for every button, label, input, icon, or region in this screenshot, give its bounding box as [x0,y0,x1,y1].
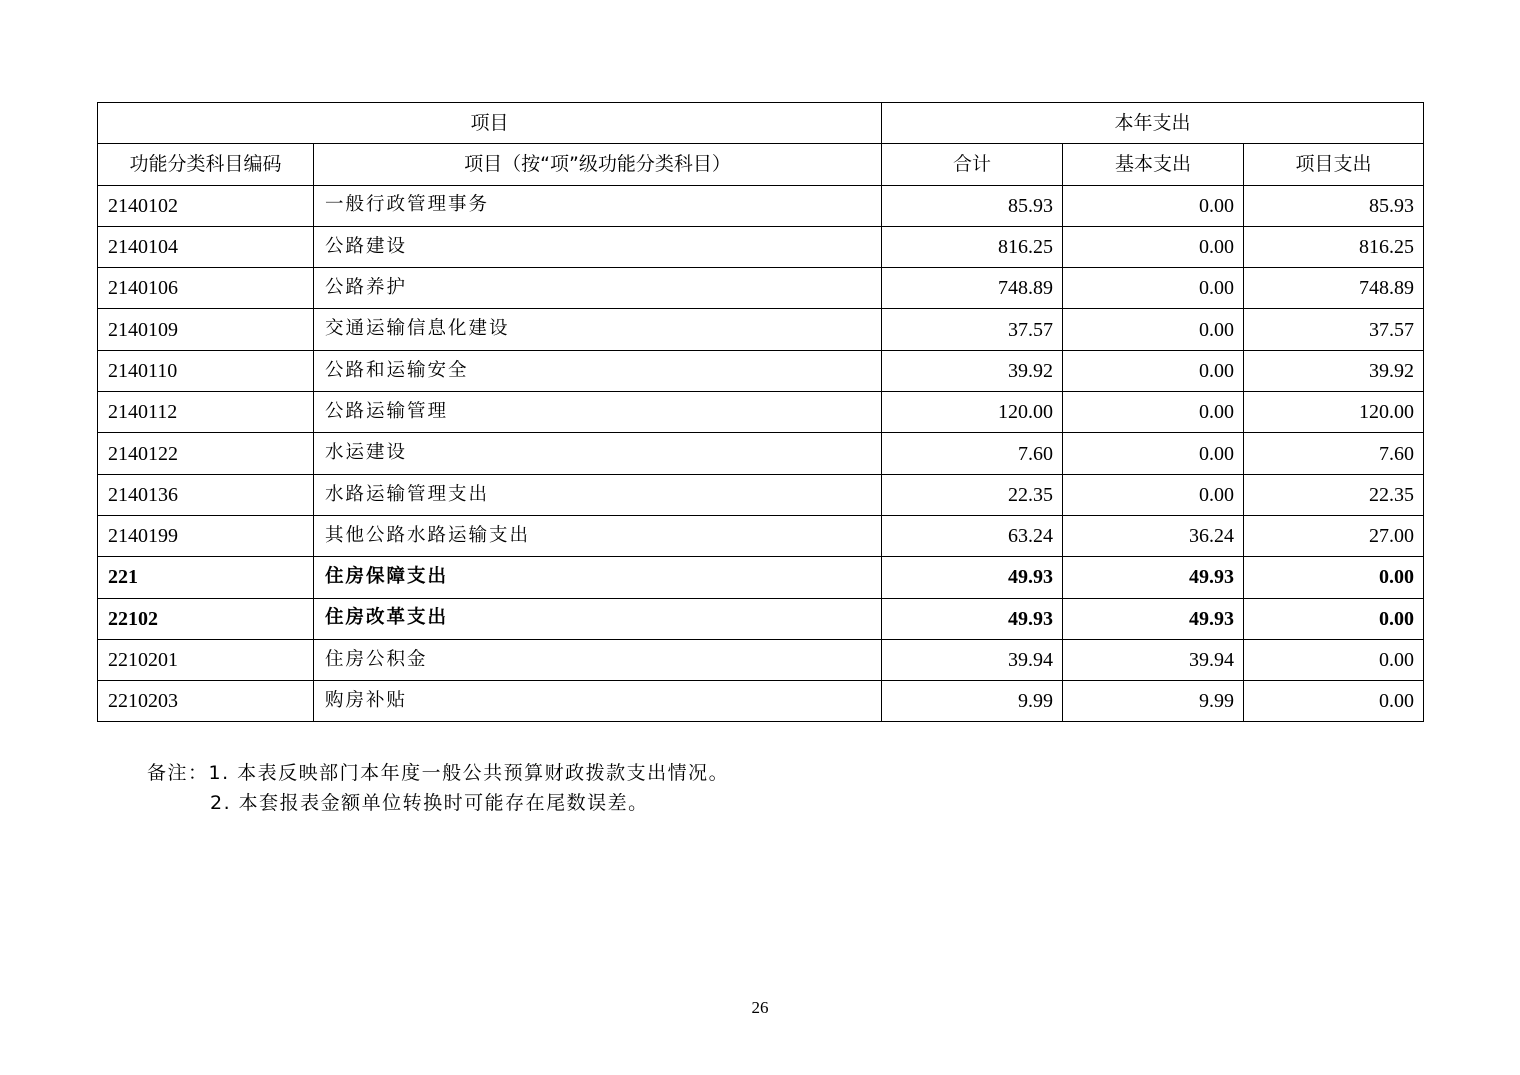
cell-project: 85.93 [1244,185,1424,226]
cell-code: 2140112 [98,392,314,433]
header-basic: 基本支出 [1063,144,1244,185]
cell-project: 0.00 [1244,639,1424,680]
cell-basic: 0.00 [1063,392,1244,433]
cell-code: 2140110 [98,350,314,391]
cell-basic: 39.94 [1063,639,1244,680]
cell-basic: 0.00 [1063,433,1244,474]
cell-total: 816.25 [882,226,1063,267]
table-row [98,681,1424,722]
cell-project: 27.00 [1244,515,1424,556]
budget-expenditure-table [97,102,1424,722]
note-line-2: 2. 本套报表金额单位转换时可能存在尾数误差。 [210,792,649,814]
cell-basic: 0.00 [1063,268,1244,309]
cell-total: 39.92 [882,350,1063,391]
cell-code: 2210203 [98,681,314,722]
cell-name: 其他公路水路运输支出 [314,515,882,556]
cell-name: 住房公积金 [314,639,882,680]
table-row [98,185,1424,226]
cell-project: 748.89 [1244,268,1424,309]
cell-code: 2140136 [98,474,314,515]
cell-basic: 9.99 [1063,681,1244,722]
cell-name: 购房补贴 [314,681,882,722]
cell-name: 住房改革支出 [314,598,882,639]
table-row [98,598,1424,639]
header-current-year-group: 本年支出 [882,103,1424,144]
cell-name: 公路养护 [314,268,882,309]
table-row [98,639,1424,680]
header-project-group: 项目 [98,103,882,144]
cell-project: 816.25 [1244,226,1424,267]
cell-basic: 0.00 [1063,309,1244,350]
cell-code: 221 [98,557,314,598]
cell-code: 22102 [98,598,314,639]
note-line-1: 备注：1. 本表反映部门本年度一般公共预算财政拨款支出情况。 [147,762,730,784]
table-row [98,515,1424,556]
table-row [98,226,1424,267]
table-row [98,474,1424,515]
cell-basic: 0.00 [1063,474,1244,515]
cell-project: 7.60 [1244,433,1424,474]
cell-basic: 0.00 [1063,226,1244,267]
cell-total: 7.60 [882,433,1063,474]
cell-name: 水运建设 [314,433,882,474]
table-body [98,185,1424,722]
cell-code: 2140199 [98,515,314,556]
cell-project: 0.00 [1244,557,1424,598]
cell-total: 85.93 [882,185,1063,226]
cell-basic: 36.24 [1063,515,1244,556]
page-number: 26 [751,998,769,1017]
header-total: 合计 [882,144,1063,185]
cell-project: 0.00 [1244,598,1424,639]
cell-project: 120.00 [1244,392,1424,433]
cell-total: 120.00 [882,392,1063,433]
cell-basic: 49.93 [1063,557,1244,598]
cell-project: 22.35 [1244,474,1424,515]
cell-project: 0.00 [1244,681,1424,722]
cell-code: 2140122 [98,433,314,474]
cell-total: 39.94 [882,639,1063,680]
cell-name: 一般行政管理事务 [314,185,882,226]
cell-project: 37.57 [1244,309,1424,350]
table-row [98,309,1424,350]
cell-code: 2140102 [98,185,314,226]
cell-total: 63.24 [882,515,1063,556]
cell-name: 公路和运输安全 [314,350,882,391]
cell-basic: 0.00 [1063,350,1244,391]
cell-basic: 0.00 [1063,185,1244,226]
cell-code: 2140106 [98,268,314,309]
cell-code: 2210201 [98,639,314,680]
cell-total: 748.89 [882,268,1063,309]
cell-name: 住房保障支出 [314,557,882,598]
table-row [98,392,1424,433]
notes [147,758,729,818]
cell-name: 公路建设 [314,226,882,267]
table-row [98,350,1424,391]
table-row [98,433,1424,474]
cell-total: 49.93 [882,557,1063,598]
header-project: 项目支出 [1244,144,1424,185]
cell-total: 9.99 [882,681,1063,722]
cell-total: 49.93 [882,598,1063,639]
table-row [98,268,1424,309]
cell-project: 39.92 [1244,350,1424,391]
cell-total: 37.57 [882,309,1063,350]
cell-name: 交通运输信息化建设 [314,309,882,350]
cell-basic: 49.93 [1063,598,1244,639]
table-row [98,557,1424,598]
header-code: 功能分类科目编码 [98,144,314,185]
cell-name: 水路运输管理支出 [314,474,882,515]
cell-name: 公路运输管理 [314,392,882,433]
cell-code: 2140109 [98,309,314,350]
header-name: 项目（按“项”级功能分类科目） [314,144,882,185]
cell-total: 22.35 [882,474,1063,515]
cell-code: 2140104 [98,226,314,267]
